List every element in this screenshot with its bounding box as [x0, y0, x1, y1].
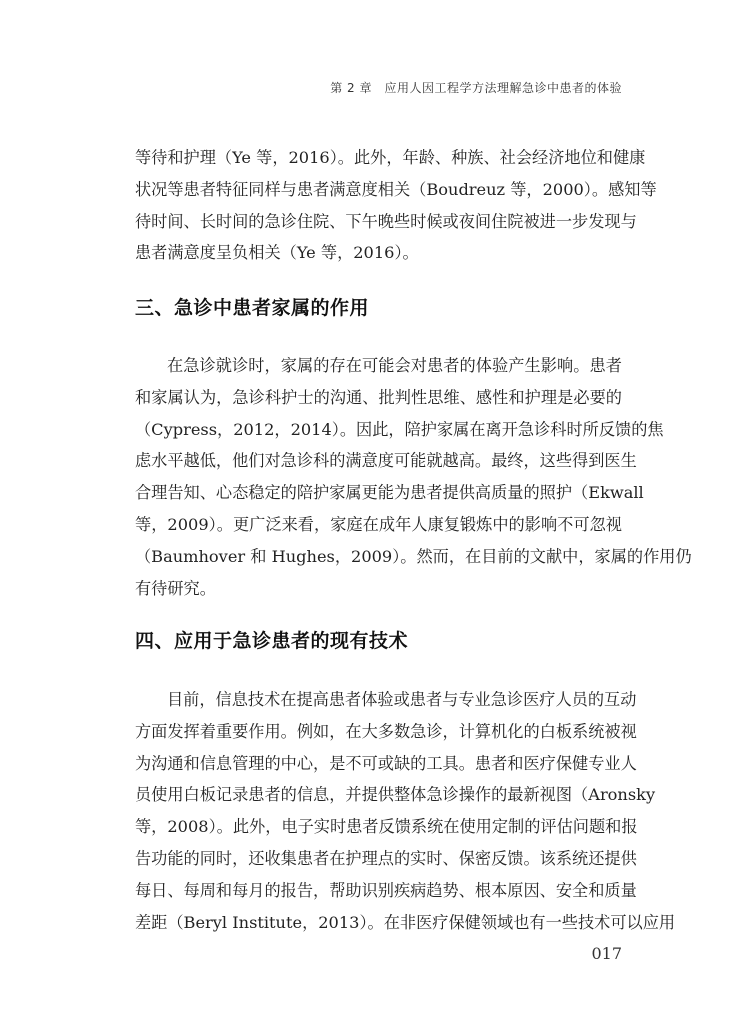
text-line: （Baumhover 和 Hughes，2009）。然而，在目前的文献中，家属的作用仍 — [135, 546, 692, 566]
text-line: 方面发挥着重要作用。例如，在大多数急诊，计算机化的白板系统被视 — [135, 721, 637, 741]
running-header: 第 2 章 应用人因工程学方法理解急诊中患者的体验 — [330, 81, 622, 95]
section-heading-4: 四、应用于急诊患者的现有技术 — [135, 630, 409, 652]
text-line: 和家属认为，急诊科护士的沟通、批判性思维、感性和护理是必要的 — [135, 387, 622, 407]
text-line: 待时间、长时间的急诊住院、下午晚些时候或夜间住院被进一步发现与 — [135, 211, 637, 231]
text-line: 目前，信息技术在提高患者体验或患者与专业急诊医疗人员的互动 — [167, 690, 637, 709]
paragraph-1 — [135, 142, 657, 269]
text-line: （Cypress，2012，2014）。因此，陪护家属在离开急诊科时所反馈的焦 — [135, 419, 664, 439]
paragraph-3 — [135, 684, 676, 938]
page-number: 017 — [591, 944, 622, 963]
text-line: 为沟通和信息管理的中心，是不可或缺的工具。患者和医疗保健专业人 — [135, 753, 637, 773]
text-line: 员使用白板记录患者的信息，并提供整体急诊操作的最新视图（Aronsky — [135, 785, 656, 805]
text-line: 每日、每周和每月的报告，帮助识别疾病趋势、根本原因、安全和质量 — [135, 880, 637, 900]
text-line: 等，2008）。此外，电子实时患者反馈系统在使用定制的评估问题和报 — [135, 817, 638, 837]
text-line: 状况等患者特征同样与患者满意度相关（Boudreuz 等，2000）。感知等 — [135, 179, 657, 199]
text-line: 告功能的同时，还收集患者在护理点的实时、保密反馈。该系统还提供 — [135, 848, 637, 868]
text-line: 虑水平越低，他们对急诊科的满意度可能就越高。最终，这些得到医生 — [135, 451, 637, 471]
paragraph-2 — [135, 350, 692, 604]
text-line: 患者满意度呈负相关（Ye 等，2016）。 — [135, 243, 419, 263]
section-heading-3: 三、急诊中患者家属的作用 — [135, 297, 370, 319]
text-line: 有待研究。 — [135, 578, 216, 598]
text-line: 等，2009）。更广泛来看，家庭在成年人康复锻炼中的影响不可忽视 — [135, 514, 622, 534]
text-line: 等待和护理（Ye 等，2016）。此外，年龄、种族、社会经济地位和健康 — [135, 148, 646, 167]
text-line: 差距（Beryl Institute，2013）。在非医疗保健领域也有一些技术可以应用 — [135, 912, 676, 932]
text-line: 在急诊就诊时，家属的存在可能会对患者的体验产生影响。患者 — [167, 356, 622, 375]
text-line: 合理告知、心态稳定的陪护家属更能为患者提供高质量的照护（Ekwall — [135, 483, 644, 503]
